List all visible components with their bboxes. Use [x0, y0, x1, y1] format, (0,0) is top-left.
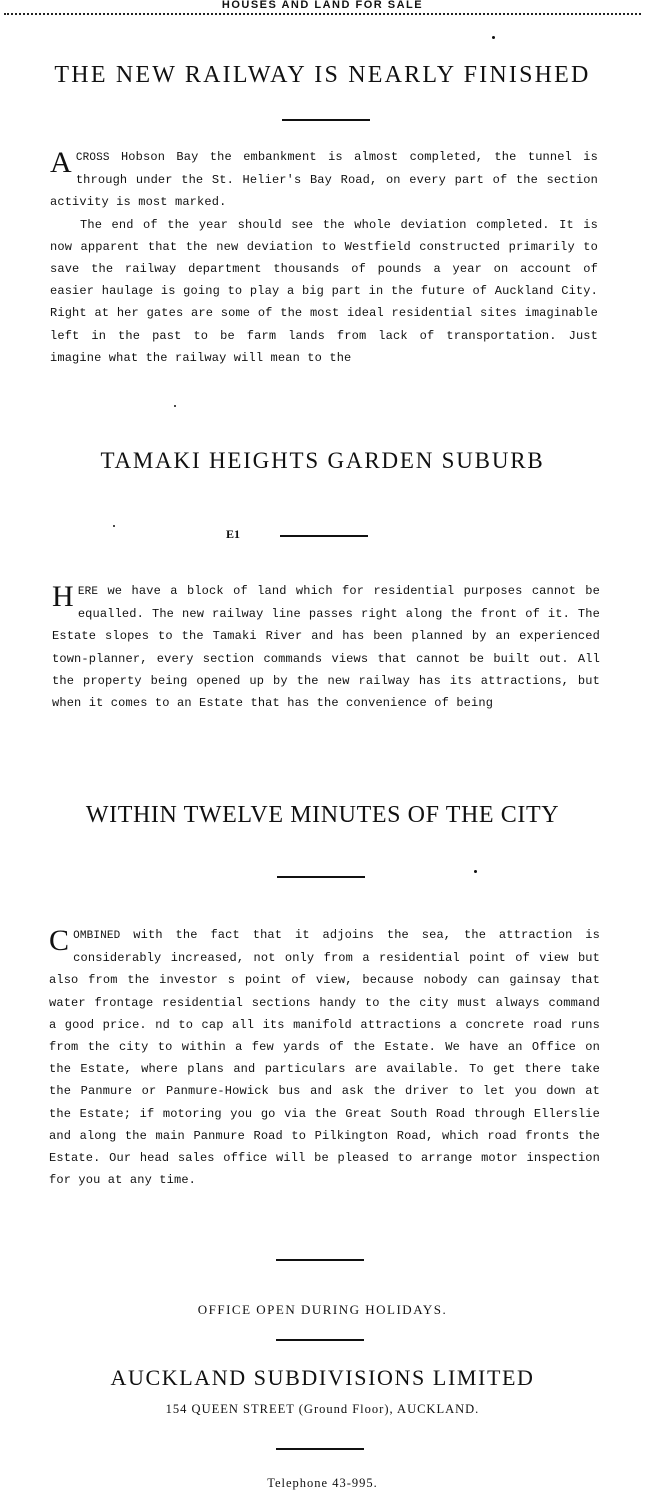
drop-cap: C — [49, 924, 70, 957]
railway-paragraph-2: The end of the year should see the whole deviation completed. It is now apparent that the new deviation to Westfield constructed primarily to save the railway department thousands of pounds a year on account of easier haulage is going to play a big part in the future of Auckland City. Right at her gates are some of the most ideal residential sites imaginable left in the past to be farm lands from lack of transportation. Just imagine what the railway will mean to the — [50, 217, 598, 365]
section-divider — [280, 535, 368, 537]
section-divider — [282, 119, 370, 121]
city-heading: WITHIN TWELVE MINUTES OF THE CITY — [85, 802, 560, 828]
tamaki-article — [52, 580, 600, 714]
railway-heading: THE NEW RAILWAY IS NEARLY FINISHED — [54, 62, 591, 88]
drop-cap: A — [50, 146, 72, 179]
print-speck — [174, 405, 176, 407]
print-speck — [474, 870, 477, 873]
company-address: 154 QUEEN STREET (Ground Floor), AUCKLAND. — [165, 1402, 480, 1416]
tamaki-body: we have a block of land which for residential purposes cannot be equalled. The new railway line passes right along the front of it. The Estate slopes to the Tamaki River and has been planned by an experienced town-planner, every section commands views that cannot be built out. All the property being opened up by the new railway has its attractions, but when it comes to an Estate that has the convenience of being — [52, 584, 600, 711]
page-header: HOUSES AND LAND FOR SALE — [221, 0, 424, 11]
city-article — [49, 924, 600, 1191]
section-divider — [276, 1259, 364, 1261]
section-divider — [276, 1339, 364, 1341]
print-speck — [492, 36, 495, 39]
railway-article — [50, 146, 598, 369]
company-name: AUCKLAND SUBDIVISIONS LIMITED — [110, 1365, 535, 1390]
railway-paragraph-1 — [50, 146, 598, 214]
lead-word: OMBINED — [73, 930, 121, 942]
tamaki-heading: TAMAKI HEIGHTS GARDEN SUBURB — [100, 448, 545, 473]
ornament-mark: E1 — [226, 527, 241, 541]
section-divider — [276, 1448, 364, 1450]
header-divider — [4, 13, 641, 15]
telephone-number: Telephone 43-995. — [267, 1476, 378, 1490]
lead-word: ERE — [77, 586, 99, 598]
railway-body-1: Hobson Bay the embankment is almost completed, the tunnel is through under the St. Helier's Bay Road, on every part of the section activity is most marked. — [50, 150, 598, 210]
print-speck — [113, 525, 115, 527]
drop-cap: H — [52, 580, 74, 613]
office-hours: OFFICE OPEN DURING HOLIDAYS. — [197, 1302, 448, 1317]
section-divider — [277, 876, 365, 878]
city-body: with the fact that it adjoins the sea, the attraction is considerably increased, not only from a residential point of view but also from the investor s point of view, because nobody can gainsay that water frontage residential sections handy to the city must always command a good price. nd to cap all its manifold attractions a concrete road runs from the city to within a few yards of the Estate. We have an Office on the Estate, where plans and particulars are available. To get there take the Panmure or Panmure-Howick bus and ask the driver to let you down at the Estate; if motoring you go via the Great South Road through Ellerslie and along the main Panmure Road to Pilkington Road, which road fronts the Estate. Our head sales office will be pleased to arrange motor inspection for you at any time. — [49, 928, 600, 1188]
lead-word: CROSS — [75, 152, 110, 164]
